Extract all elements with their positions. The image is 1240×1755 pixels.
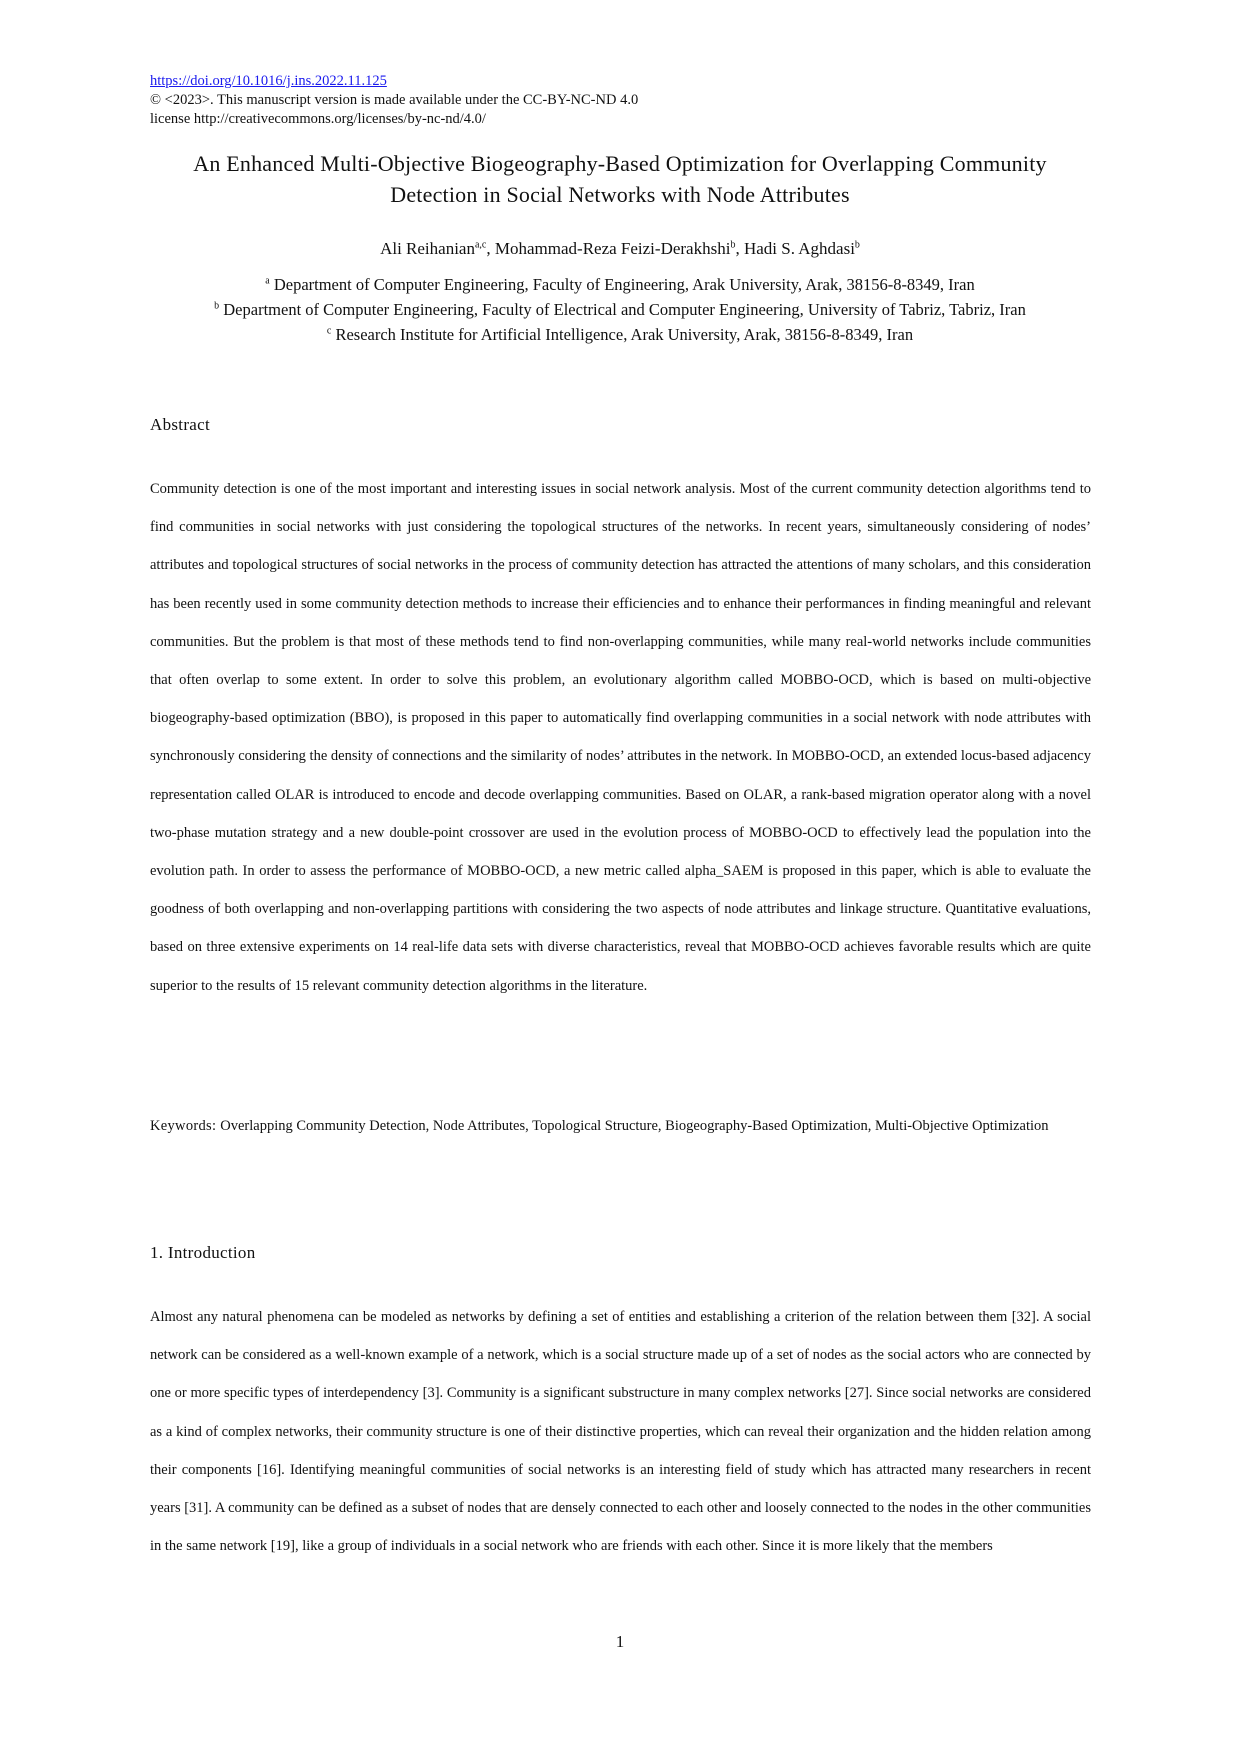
author-affiliation-mark: a,c [474, 239, 487, 251]
author [380, 239, 495, 258]
paper-title [130, 148, 1110, 210]
affiliation-text: Research Institute for Artificial Intelligence, Arak University, Arak, 38156-8-8349, Iran [331, 325, 914, 344]
affiliation [130, 297, 1110, 322]
keywords-text: Overlapping Community Detection, Node Attributes, Topological Structure, Biogeography-Based Optimization, Multi-Objective Optimization [220, 1118, 1049, 1134]
affiliation-mark: b [214, 300, 220, 312]
license-note [150, 72, 638, 129]
author-affiliation-mark: b [730, 239, 736, 251]
author-name: Ali Reihanian [380, 239, 475, 258]
doi-link[interactable]: https://doi.org/10.1016/j.ins.2022.11.125 [150, 73, 387, 89]
abstract-body: Community detection is one of the most important and interesting issues in social network analysis. Most of the current community detection algorithms tend to find communities in social networks with just considering the topological structures of the networks. In recent years, simultaneously considering of nodes’ attributes and topological structures of social networks in the process of community detection has attracted the attentions of many scholars, and this consideration has been recently used in some community detection methods to increase their efficiencies and to enhance their performances in finding meaningful and relevant communities. But the problem is that most of these methods tend to find non-overlapping communities, while many real-world networks include communities that often overlap to some extent. In order to solve this problem, an evolutionary algorithm called MOBBO-OCD, which is based on multi-objective biogeography-based optimization (BBO), is proposed in this paper to automatically find overlapping communities in a social network with node attributes with synchronously considering the density of connections and the similarity of nodes’ attributes in the network. In MOBBO-OCD, an extended locus-based adjacency representation called OLAR is introduced to encode and decode overlapping communities. Based on OLAR, a rank-based migration operator along with a novel two-phase mutation strategy and a new double-point crossover are used in the evolution process of MOBBO-OCD to effectively lead the population into the evolution path. In order to assess the performance of MOBBO-OCD, a new metric called alpha_SAEM is proposed in this paper, which is able to evaluate the goodness of both overlapping and non-overlapping partitions with considering the two aspects of node attributes and linkage structure. Quantitative evaluations, based on three extensive experiments on 14 real-life data sets with diverse characteristics, reveal that MOBBO-OCD achieves favorable results which are quite superior to the results of 15 relevant community detection algorithms in the literature. [150, 481, 1091, 994]
affiliation [130, 272, 1110, 297]
author [744, 239, 860, 258]
affiliation-mark: a [265, 275, 270, 287]
page-number: 1 [615, 1632, 625, 1651]
author [495, 239, 744, 258]
affiliation-list [130, 272, 1110, 347]
affiliation-text: Department of Computer Engineering, Faculty of Electrical and Computer Engineering, University of Tabriz, Tabriz, Iran [219, 300, 1026, 319]
title-line-2: Detection in Social Networks with Node Attributes [390, 182, 850, 207]
introduction-body: Almost any natural phenomena can be modeled as networks by defining a set of entities and establishing a criterion of the relation between them [32]. A social network can be considered as a well-known example of a network, which is a social structure made up of a set of nodes as the social actors who are connected by one or more specific types of interdependency [3]. Community is a significant substructure in many complex networks [27]. Since social networks are considered as a kind of complex networks, their community structure is one of their distinctive properties, which can reveal their organization and the hidden relation among their components [16]. Identifying meaningful communities of social networks is an interesting field of study which has attracted many researchers in recent years [31]. A community can be defined as a subset of nodes that are densely connected to each other and loosely connected to the nodes in the other communities in the same network [19], like a group of individuals in a social network who are friends with each other. Since it is more likely that the members [150, 1309, 1091, 1555]
author-separator: , [735, 239, 744, 258]
keywords [150, 1107, 1091, 1146]
license-line-2: license http://creativecommons.org/licenses/by-nc-nd/4.0/ [150, 111, 486, 127]
license-line-1: © <2023>. This manuscript version is made available under the CC-BY-NC-ND 4.0 [150, 92, 639, 108]
author-name: Mohammad-Reza Feizi-Derakhshi [494, 239, 731, 258]
affiliation [130, 322, 1110, 347]
title-line-1: An Enhanced Multi-Objective Biogeography-Based Optimization for Overlapping Community [193, 151, 1047, 176]
author-name: Hadi S. Aghdasi [743, 239, 855, 258]
author-affiliation-mark: b [854, 239, 860, 251]
affiliation-text: Department of Computer Engineering, Faculty of Engineering, Arak University, Arak, 38156-8-8349, Iran [269, 275, 975, 294]
author-separator: , [486, 239, 495, 258]
affiliation-mark: c [326, 325, 332, 337]
keywords-label: Keywords: [150, 1118, 221, 1134]
author-list [130, 238, 1110, 260]
introduction-heading: 1. Introduction [150, 1243, 256, 1262]
abstract-heading: Abstract [150, 415, 210, 434]
